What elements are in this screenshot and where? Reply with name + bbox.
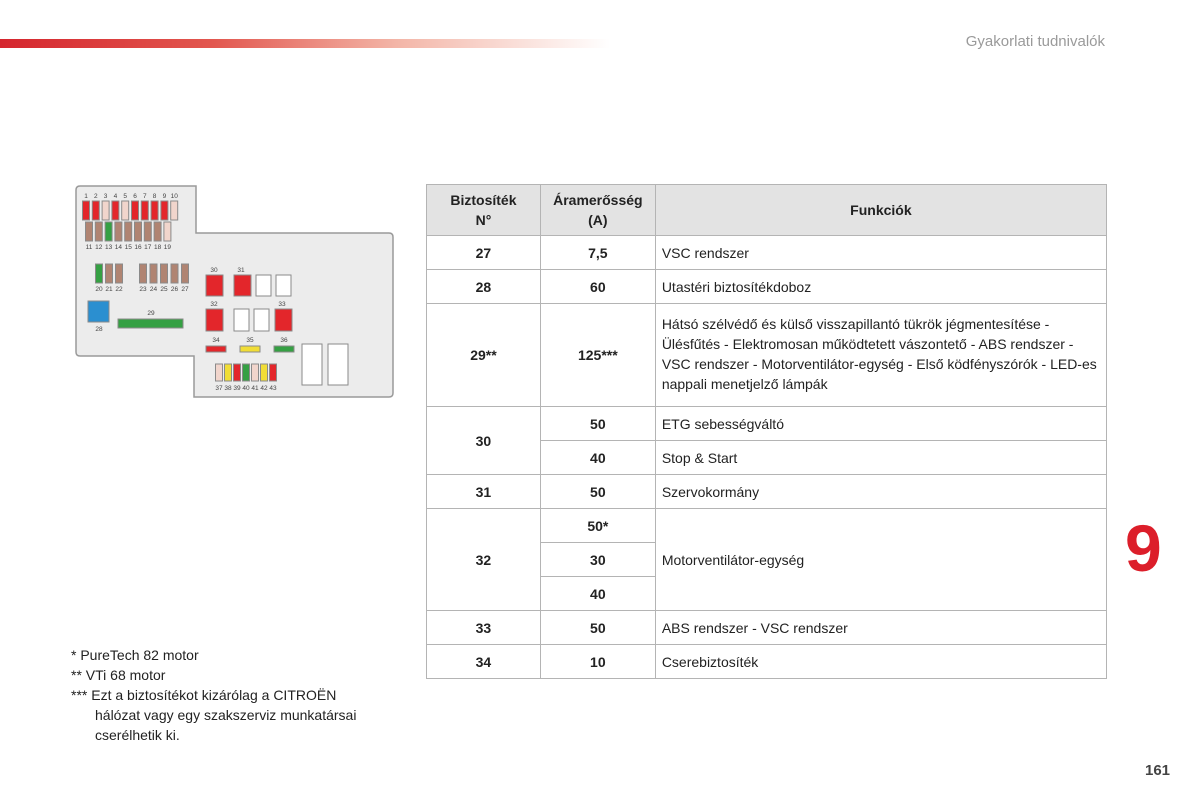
amperage-cell: 50	[540, 611, 655, 645]
footnote-3-end: cserélhetik ki.	[95, 727, 180, 743]
fuse-label: 20	[95, 286, 103, 293]
amperage-cell: 50*	[540, 509, 655, 543]
header-amperage: Áramerősség (A)	[540, 185, 655, 236]
fuse-label: 26	[170, 286, 179, 293]
fuse-number-cell: 32	[427, 509, 541, 611]
page-number: 161	[1145, 762, 1171, 779]
fuse-22	[116, 264, 123, 283]
fuse-15	[125, 222, 132, 241]
fuse-18	[154, 222, 161, 241]
fuse-number-cell: 29**	[427, 304, 541, 407]
fuse-9	[161, 201, 168, 220]
table-row	[427, 611, 1107, 645]
fuse-13	[105, 222, 112, 241]
fuse-box-diagram	[74, 184, 396, 399]
fuse-43	[270, 364, 277, 381]
fuse-label: 27	[181, 286, 189, 293]
footnote-1: * PureTech 82 motor	[71, 647, 199, 663]
fuse-12	[95, 222, 102, 241]
header-fuse-number: Biztosíték N°	[427, 185, 541, 236]
header-accent-bar	[0, 39, 610, 48]
amperage-cell: 30	[540, 543, 655, 577]
function-cell: VSC rendszer	[655, 236, 1106, 270]
fuse-label: 2	[93, 193, 98, 200]
table-row	[427, 407, 1107, 441]
table-row	[427, 475, 1107, 509]
fuse-label: 42	[260, 385, 268, 392]
chapter-number: 9	[1125, 511, 1162, 585]
fuse-label: 12	[95, 244, 103, 251]
footnotes	[71, 645, 356, 745]
fuse-label: 21	[105, 286, 113, 293]
fuse-label: 6	[133, 193, 137, 200]
footnote-3-cont: hálózat vagy egy szakszerviz munkatársai	[95, 707, 357, 723]
fuse-label: 18	[153, 244, 162, 251]
empty-slot	[254, 309, 269, 331]
function-cell: Szervokormány	[655, 475, 1106, 509]
fuse-label: 31	[237, 267, 245, 274]
fuse-label: 28	[95, 326, 103, 333]
fuse-6	[132, 201, 139, 220]
fuse-37	[216, 364, 223, 381]
function-cell: Utastéri biztosítékdoboz	[655, 270, 1106, 304]
fuse-17	[144, 222, 151, 241]
fuse-label: 5	[123, 193, 128, 200]
empty-slot	[234, 309, 249, 331]
fuse-label: 41	[251, 385, 259, 392]
fuse-label: 43	[269, 385, 277, 392]
table-header-row	[427, 185, 1107, 236]
fuse-label: 22	[115, 286, 123, 293]
fuse-41	[252, 364, 259, 381]
fuse-30	[206, 275, 223, 296]
fuse-11	[86, 222, 93, 241]
amperage-cell: 50	[540, 407, 655, 441]
fuse-42	[261, 364, 268, 381]
fuse-number-cell: 28	[427, 270, 541, 304]
function-cell: Stop & Start	[655, 441, 1106, 475]
fuse-26	[171, 264, 178, 283]
function-cell: ETG sebességváltó	[655, 407, 1106, 441]
fuse-label: 30	[210, 267, 218, 274]
fuse-label: 17	[144, 244, 152, 251]
empty-slot	[256, 275, 271, 296]
fuse-5	[122, 201, 129, 220]
fuse-label: 40	[242, 385, 250, 392]
table-row	[427, 645, 1107, 679]
fuse-label: 9	[162, 193, 167, 200]
fuse-32	[206, 309, 223, 331]
fuse-label: 32	[210, 301, 218, 308]
fuse-label: 16	[134, 244, 142, 251]
fuse-25	[161, 264, 168, 283]
amperage-cell: 40	[540, 577, 655, 611]
function-cell: Motorventilátor-egység	[655, 509, 1106, 611]
table-row	[427, 509, 1107, 543]
fuse-label: 10	[170, 193, 178, 200]
fuse-23	[140, 264, 147, 283]
fuse-label: 39	[233, 385, 241, 392]
footnote-3: *** Ezt a biztosítékot kizárólag a CITROËN	[71, 687, 337, 703]
amperage-cell: 50	[540, 475, 655, 509]
empty-slot	[276, 275, 291, 296]
fuse-28	[88, 301, 109, 322]
fuse-label: 23	[139, 286, 147, 293]
fuse-4	[112, 201, 119, 220]
fuse-label: 35	[246, 337, 254, 344]
fuse-label: 11	[85, 244, 93, 251]
amperage-cell: 40	[540, 441, 655, 475]
fuse-34	[206, 346, 226, 352]
fuse-2	[92, 201, 99, 220]
fuse-number-cell: 30	[427, 407, 541, 475]
fuse-number-cell: 31	[427, 475, 541, 509]
header-functions: Funkciók	[655, 185, 1106, 236]
fuse-33	[275, 309, 292, 331]
fuse-number-cell: 34	[427, 645, 541, 679]
fuse-7	[141, 201, 148, 220]
function-cell: Hátsó szélvédő és külső visszapillantó tükrök jégmentesítése - Ülésfűtés - Elektromosan működtetett vászontető - ABS rendszer - VSC rendszer - Motorventilátor-egység - Első ködfényszórók - LED-es nappali menetjelző lámpák	[655, 304, 1106, 407]
fuse-label: 3	[103, 193, 108, 200]
fuse-21	[106, 264, 113, 283]
fuse-38	[225, 364, 232, 381]
fuse-10	[171, 201, 178, 220]
fuse-label: 4	[113, 193, 118, 200]
fuse-label: 15	[124, 244, 132, 251]
fuse-label: 14	[114, 244, 123, 251]
fuse-label: 29	[147, 310, 155, 317]
table-row	[427, 270, 1107, 304]
fuse-label: 36	[280, 337, 288, 344]
fuse-40	[243, 364, 250, 381]
fuse-16	[135, 222, 142, 241]
amperage-cell: 125***	[540, 304, 655, 407]
fuse-14	[115, 222, 122, 241]
amperage-cell: 10	[540, 645, 655, 679]
fuse-label: 34	[212, 337, 220, 344]
fuse-label: 24	[149, 286, 158, 293]
fuse-27	[182, 264, 189, 283]
function-cell: Cserebiztosíték	[655, 645, 1106, 679]
fuse-label: 37	[215, 385, 223, 392]
function-cell: ABS rendszer - VSC rendszer	[655, 611, 1106, 645]
fuse-8	[151, 201, 158, 220]
fuse-label: 25	[160, 286, 168, 293]
fuse-label: 19	[163, 244, 172, 251]
fuse-31	[234, 275, 251, 296]
fuse-label: 7	[142, 193, 147, 200]
fuse-3	[102, 201, 109, 220]
fuse-label: 13	[104, 244, 113, 251]
fuse-29	[118, 319, 183, 328]
fuse-label: 38	[224, 385, 232, 392]
fuse-39	[234, 364, 241, 381]
fuse-1	[83, 201, 90, 220]
fuse-table	[426, 184, 1107, 679]
table-row	[427, 236, 1107, 270]
amperage-cell: 7,5	[540, 236, 655, 270]
section-title: Gyakorlati tudnivalók	[965, 33, 1105, 50]
footnote-2: ** VTi 68 motor	[71, 667, 166, 683]
fuse-label: 33	[278, 301, 286, 308]
fuse-35	[240, 346, 260, 352]
fuse-number-cell: 27	[427, 236, 541, 270]
amperage-cell: 60	[540, 270, 655, 304]
table-row	[427, 304, 1107, 407]
relay-slot	[302, 344, 322, 385]
fuse-number-cell: 33	[427, 611, 541, 645]
fuse-20	[96, 264, 103, 283]
fuse-36	[274, 346, 294, 352]
fuse-24	[150, 264, 157, 283]
fuse-label: 1	[84, 193, 88, 200]
fuse-19	[164, 222, 171, 241]
fuse-label: 8	[152, 193, 157, 200]
relay-slot	[328, 344, 348, 385]
